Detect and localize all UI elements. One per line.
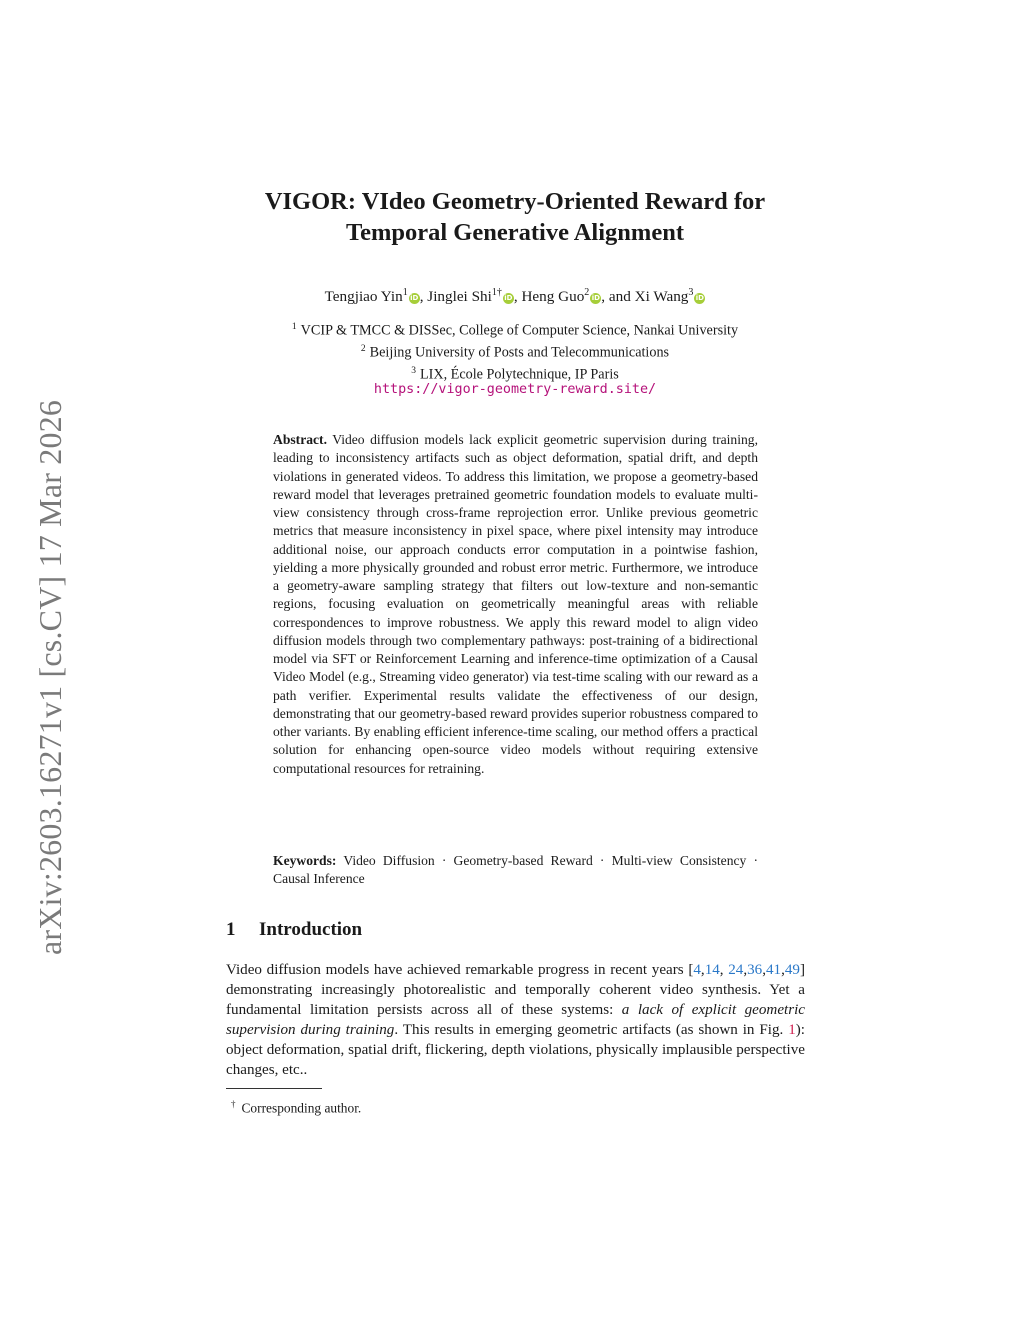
abstract-text: Video diffusion models lack explicit geometric supervision during training, leading to inconsistency artifacts such as object deformation, spatial drift, and depth violations in generated videos. To address this limitation, we propose a geometry-based reward model that leverages pretrained geometric foundation models to evaluate multi-view consistency through cross-frame reprojection error. Unlike previous geometric metrics that measure inconsistency in pixel space, where pixel intensity may introduce additional noise, our approach conducts error computation in a pointwise fashion, yielding a more physically grounded and robust error metric. Furthermore, we introduce a geometry-aware sampling strategy that filters out low-texture and non-semantic regions, focusing evaluation on geometrically meaningful areas with reliable correspondences to improve robustness. We apply this reward model to align video diffusion models through two complementary pathways: post-training of a bidirectional model via SFT or Reinforcement Learning and inference-time optimization of a Causal Video Model (e.g., Streaming video generator) via test-time scaling with our reward as a path verifier. Experimental results validate the effectiveness of our design, demonstrating that our geometry-based reward provides superior robustness compared to other variants. By enabling efficient inference-time scaling, our method offers a practical solution for enhancing open-source video models without requiring extensive computational resources for retraining. <box>273 432 758 776</box>
author-affil-marker: 2 <box>584 287 590 298</box>
title-line-2: Temporal Generative Alignment <box>346 219 684 246</box>
title-line-1: VIGOR: VIdeo Geometry-Oriented Reward for <box>264 188 766 215</box>
keywords-label: Keywords: <box>273 853 337 868</box>
affiliation-text: Beijing University of Posts and Telecommunications <box>369 344 670 361</box>
intro-text: ): object deformation, spatial drift, flickering, depth violations, physically implausible perspective changes, etc.. <box>226 1022 805 1079</box>
footnote-rule <box>226 1088 322 1089</box>
intro-emphasis: a lack of explicit geometric supervision during training <box>226 1002 805 1039</box>
intro-text: Video diffusion models have achieved remarkable progress in recent years [ <box>226 962 694 978</box>
section-title: Introduction <box>259 919 363 940</box>
abstract <box>273 431 758 778</box>
citation-link[interactable]: 4 <box>693 962 701 978</box>
author-affil-marker: 1 <box>402 287 408 298</box>
paper-title <box>200 186 830 248</box>
author-affil-marker: 1† <box>491 287 502 298</box>
author-name: Tengjiao Yin <box>324 288 403 306</box>
orcid-icon[interactable]: iD <box>591 294 600 303</box>
affiliation-marker: 2 <box>360 344 366 355</box>
orcid-icon[interactable]: iD <box>695 294 704 303</box>
author-separator: , <box>419 288 428 306</box>
citation-link[interactable]: 24 <box>728 962 744 978</box>
affiliation-text: LIX, École Polytechnique, IP Paris <box>419 366 619 383</box>
affiliation-line <box>200 318 830 340</box>
author-name: Xi Wang <box>634 288 689 306</box>
footnote <box>226 1095 806 1117</box>
author-name: Jinglei Shi <box>427 288 492 306</box>
project-url-link[interactable]: https://vigor-geometry-reward.site/ <box>373 382 657 397</box>
orcid-icon[interactable]: iD <box>410 294 419 303</box>
affiliation-marker: 1 <box>291 322 297 332</box>
affiliation-list <box>200 318 830 384</box>
affiliation-marker: 3 <box>411 366 416 377</box>
author-list <box>200 283 830 307</box>
arxiv-identifier-stamp: arXiv:2603.16271v1 [cs.CV] 17 Mar 2026 <box>32 399 68 955</box>
intro-text: . This results in emerging geometric artifacts (as shown in Fig. <box>394 1022 789 1039</box>
abstract-label: Abstract. <box>273 432 327 447</box>
intro-text: ] demonstrating increasingly photorealistic and temporally coherent video synthesis. Yet a fundamental limitation persists across all of these systems: <box>226 962 805 1019</box>
citation-link[interactable]: 14 <box>704 962 720 978</box>
footnote-text: Corresponding author. <box>241 1100 362 1116</box>
section-number: 1 <box>226 919 236 940</box>
citation-link[interactable]: 41 <box>766 962 782 978</box>
citation-link[interactable]: 36 <box>747 962 763 978</box>
keywords <box>273 852 758 889</box>
keywords-text: Video Diffusion · Geometry-based Reward · Multi-view Consistency · Causal Inference <box>273 853 758 887</box>
author-separator: , <box>513 288 522 306</box>
affiliation-text: VCIP & TMCC & DISSec, College of Computer Science, Nankai University <box>300 322 739 339</box>
intro-paragraph: Video diffusion models have achieved remarkable progress in recent years [4,14, 24,36,41,49] demonstrating increasingly photorealistic and temporally coherent video synthesis. Yet a fundamental limitation persists across all of these systems: a lack of explicit geometric supervision during training. This results in emerging geometric artifacts (as shown in Fig. 1): object deformation, spatial drift, flickering, depth violations, physically implausible perspective changes, etc.. <box>226 962 805 1079</box>
figure-reference-link[interactable]: 1 <box>788 1022 796 1039</box>
section-heading <box>226 918 806 942</box>
orcid-icon[interactable]: iD <box>504 294 513 303</box>
footnote-marker: † <box>231 1099 236 1109</box>
author-separator: , and <box>601 288 635 306</box>
author-name: Heng Guo <box>521 288 585 306</box>
author-affil-marker: 3 <box>688 287 694 298</box>
affiliation-line <box>200 340 830 362</box>
citation-link[interactable]: 49 <box>784 962 800 978</box>
